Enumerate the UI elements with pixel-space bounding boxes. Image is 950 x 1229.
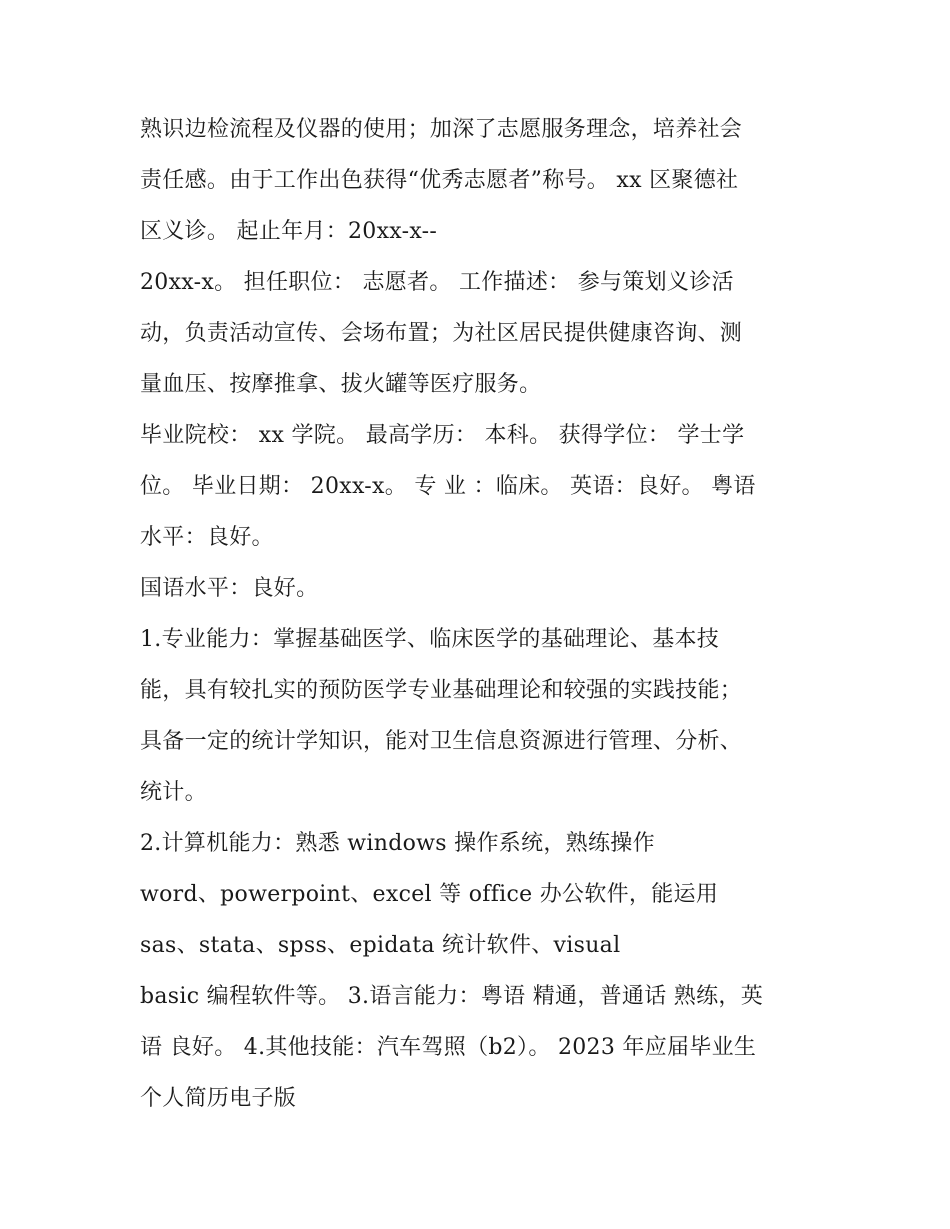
document-page [140, 104, 820, 1124]
text-line-16: word、powerpoint、excel 等 office 办公软件，能运用 [140, 882, 719, 907]
text-line-14: 统计。 [140, 780, 207, 805]
text-line-11: 1.专业能力：掌握基础医学、临床医学的基础理论、基本技 [140, 627, 720, 652]
text-line-9: 水平：良好。 [140, 525, 274, 550]
text-line-18: basic 编程软件等。 3.语言能力：粤语 精通，普通话 熟练，英 [140, 984, 764, 1009]
text-line-6: 量血压、按摩推拿、拔火罐等医疗服务。 [140, 372, 542, 397]
text-line-13: 具备一定的统计学知识，能对卫生信息资源进行管理、分析、 [140, 729, 743, 754]
text-line-17: sas、stata、spss、epidata 统计软件、visual [140, 933, 621, 958]
text-line-4: 20xx-x。 担任职位： 志愿者。 工作描述： 参与策划义诊活 [140, 270, 734, 295]
text-line-19: 语 良好。 4.其他技能：汽车驾照（b2）。 2023 年应届毕业生 [140, 1035, 757, 1060]
text-line-2: 责任感。由于工作出色获得“优秀志愿者”称号。 xx 区聚德社 [140, 168, 739, 193]
text-line-12: 能，具有较扎实的预防医学专业基础理论和较强的实践技能； [140, 678, 743, 703]
text-line-7: 毕业院校： xx 学院。 最高学历： 本科。 获得学位： 学士学 [140, 423, 745, 448]
text-line-20: 个人简历电子版 [140, 1086, 297, 1111]
text-line-1: 熟识边检流程及仪器的使用；加深了志愿服务理念，培养社会 [140, 117, 743, 142]
text-line-5: 动，负责活动宣传、会场布置；为社区居民提供健康咨询、测 [140, 321, 743, 346]
text-line-10: 国语水平：良好。 [140, 576, 319, 601]
text-line-8: 位。 毕业日期： 20xx-x。 专 业 ：临床。 英语：良好。 粤语 [140, 474, 756, 499]
text-line-15: 2.计算机能力：熟悉 windows 操作系统，熟练操作 [140, 831, 655, 856]
text-line-3: 区义诊。 起止年月：20xx-x-- [140, 219, 438, 244]
